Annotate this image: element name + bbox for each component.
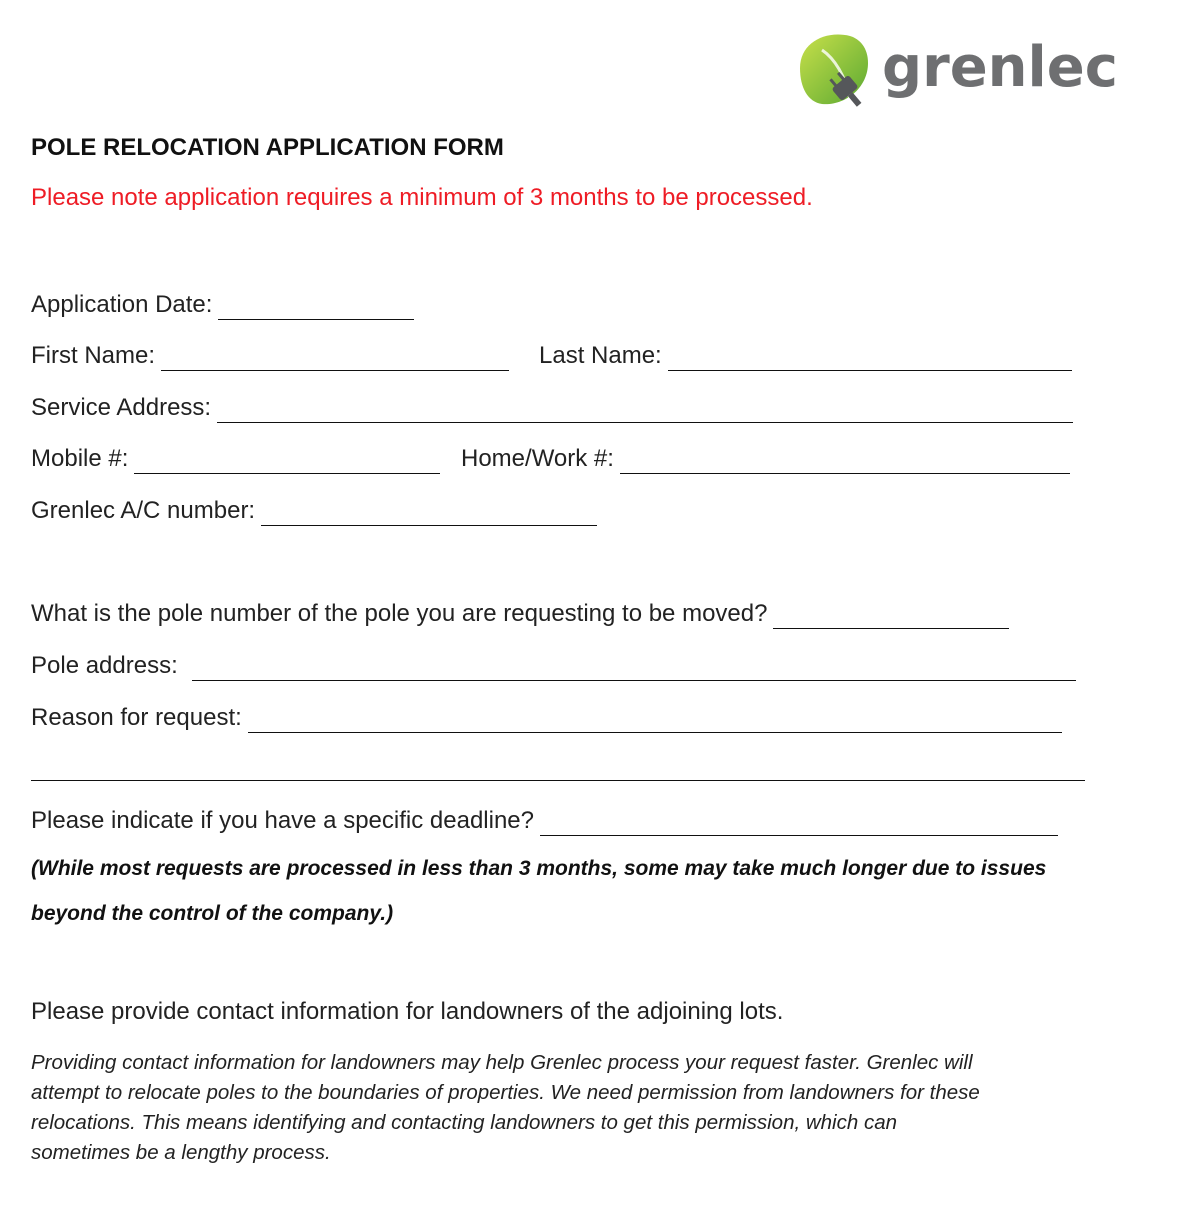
service-address-input[interactable] <box>217 400 1073 423</box>
account-number-label: Grenlec A/C number: <box>31 497 256 524</box>
deadline-label: Please indicate if you have a specific deadline? <box>31 807 534 834</box>
reason-input[interactable] <box>248 710 1062 733</box>
mobile-row <box>31 444 440 474</box>
first-name-row <box>31 341 509 371</box>
pole-address-label: Pole address: <box>31 652 178 679</box>
brand-wordmark: grenlec <box>882 35 1118 100</box>
form-title: POLE RELOCATION APPLICATION FORM <box>31 134 504 161</box>
landowners-info-line-3: relocations. This means identifying and contacting landowners to get this permission, which can <box>31 1111 898 1134</box>
account-number-input[interactable] <box>261 503 597 526</box>
landowners-heading: Please provide contact information for landowners of the adjoining lots. <box>31 998 784 1025</box>
reason-label: Reason for request: <box>31 704 242 731</box>
first-name-label: First Name: <box>31 342 156 369</box>
landowners-info-line-1: Providing contact information for landowners may help Grenlec process your request faster. Grenlec will <box>31 1051 973 1074</box>
disclaimer-line-2: beyond the control of the company.) <box>31 902 394 925</box>
first-name-input[interactable] <box>161 348 509 371</box>
landowners-info <box>31 1048 1111 1168</box>
processing-note: Please note application requires a minimum of 3 months to be processed. <box>31 184 813 211</box>
last-name-label: Last Name: <box>539 342 662 369</box>
landowners-info-line-2: attempt to relocate poles to the boundaries of properties. We need permission from landowners for these <box>31 1081 980 1104</box>
home-work-label: Home/Work #: <box>461 445 614 472</box>
deadline-input[interactable] <box>540 813 1058 836</box>
service-address-label: Service Address: <box>31 394 212 421</box>
account-number-row <box>31 496 597 526</box>
application-date-label: Application Date: <box>31 291 213 318</box>
last-name-input[interactable] <box>668 348 1072 371</box>
pole-number-input[interactable] <box>773 606 1009 629</box>
mobile-label: Mobile #: <box>31 445 129 472</box>
service-address-row <box>31 393 1073 423</box>
home-work-row <box>461 444 1070 474</box>
pole-address-row <box>31 651 1076 681</box>
application-date-row <box>31 290 414 320</box>
pole-address-input[interactable] <box>192 658 1076 681</box>
deadline-row <box>31 806 1058 836</box>
grenlec-logo <box>790 28 1120 118</box>
home-work-input[interactable] <box>620 451 1070 474</box>
disclaimer-line-1: (While most requests are processed in less than 3 months, some may take much longer due to issues <box>31 857 1047 880</box>
leaf-plug-icon <box>790 28 880 118</box>
application-date-input[interactable] <box>218 297 414 320</box>
pole-number-label: What is the pole number of the pole you are requesting to be moved? <box>31 600 768 627</box>
reason-input-continued[interactable] <box>31 780 1085 781</box>
pole-number-row <box>31 599 1009 629</box>
reason-row <box>31 703 1062 733</box>
last-name-row <box>539 341 1072 371</box>
landowners-info-line-4: sometimes be a lengthy process. <box>31 1141 331 1164</box>
mobile-input[interactable] <box>134 451 440 474</box>
